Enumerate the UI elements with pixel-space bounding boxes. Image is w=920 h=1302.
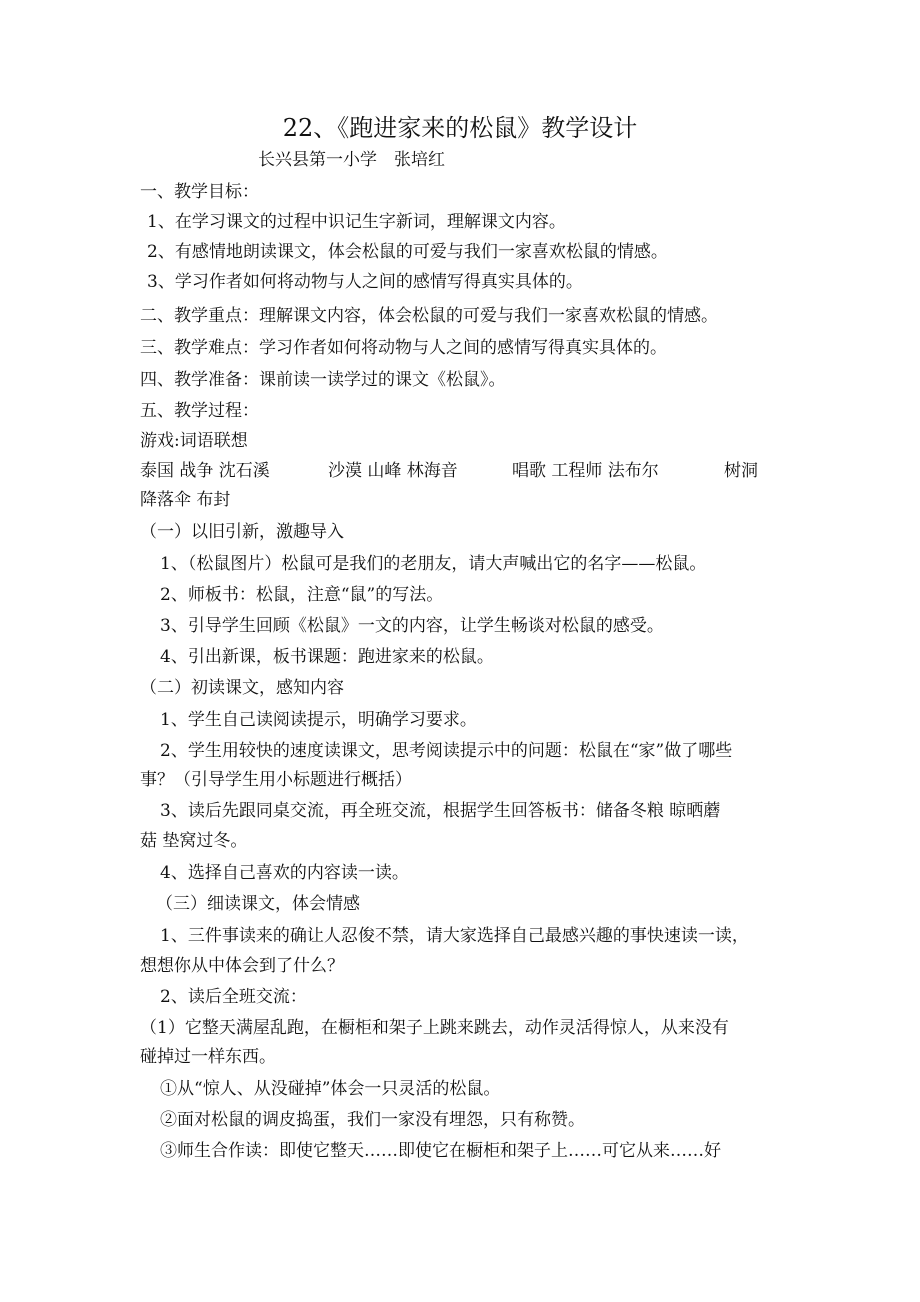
goal-item-2: 2、有感情地朗读课文，体会松鼠的可爱与我们一家喜欢松鼠的情感。: [147, 242, 668, 262]
part-1-heading: （一）以旧引新，激趣导入: [140, 522, 344, 542]
part-3-point-3: ③师生合作读：即使它整天……即使它在橱柜和架子上……可它从来……好: [160, 1141, 721, 1161]
goal-item-1: 1、在学习课文的过程中识记生字新词，理解课文内容。: [147, 212, 566, 232]
part-1-item-3: 3、引导学生回顾《松鼠》一文的内容，让学生畅谈对松鼠的感受。: [160, 616, 664, 636]
game-heading: 游戏:词语联想: [140, 431, 248, 451]
game-word-group: 唱歌 工程师 法布尔: [512, 461, 659, 481]
part-3-sub-1: （1）它整天满屋乱跑，在橱柜和架子上跳来跳去，动作灵活得惊人，从来没有: [140, 1018, 729, 1038]
part-1-item-2: 2、师板书：松鼠，注意“鼠”的写法。: [160, 585, 444, 605]
key-point: 二、教学重点：理解课文内容，体会松鼠的可爱与我们一家喜欢松鼠的情感。: [140, 306, 718, 326]
part-2-item-2-cont: 事？（引导学生用小标题进行概括）: [140, 770, 412, 790]
document-title: 22、《跑进家来的松鼠》教学设计: [282, 114, 638, 142]
part-3-item-1: 1、三件事读来的确让人忍俊不禁，请大家选择自己最感兴趣的事快速读一读，: [160, 926, 749, 946]
process-heading: 五、教学过程：: [140, 401, 259, 421]
part-2-heading: （二）初读课文，感知内容: [140, 678, 344, 698]
part-3-point-1: ①从“惊人、从没碰掉”体会一只灵活的松鼠。: [160, 1079, 501, 1099]
part-3-heading: （三）细读课文，体会情感: [156, 894, 360, 914]
part-3-item-2: 2、读后全班交流：: [160, 987, 307, 1007]
game-word-group: 沙漠 山峰 林海音: [328, 461, 458, 481]
goals-heading: 一、教学目标：: [140, 182, 259, 202]
author-line: 长兴县第一小学 张培红: [258, 150, 445, 170]
part-1-item-1: 1、（松鼠图片）松鼠可是我们的老朋友，请大声喊出它的名字——松鼠。: [160, 554, 707, 574]
difficulty: 三、教学难点：学习作者如何将动物与人之间的感情写得真实具体的。: [140, 338, 667, 358]
goal-item-3: 3、学习作者如何将动物与人之间的感情写得真实具体的。: [147, 272, 583, 292]
part-2-item-4: 4、选择自己喜欢的内容读一读。: [160, 863, 409, 883]
preparation: 四、教学准备：课前读一读学过的课文《松鼠》。: [140, 370, 506, 390]
part-3-sub-1-cont: 碰掉过一样东西。: [140, 1047, 276, 1067]
part-3-item-1-cont: 想想你从中体会到了什么？: [140, 956, 344, 976]
game-word-group: 泰国 战争 沈石溪: [140, 461, 270, 481]
part-2-item-2: 2、学生用较快的速度读课文，思考阅读提示中的问题：松鼠在“家”做了哪些: [160, 741, 733, 761]
part-3-point-2: ②面对松鼠的调皮捣蛋，我们一家没有埋怨，只有称赞。: [160, 1110, 585, 1130]
part-2-item-3: 3、读后先跟同桌交流，再全班交流，根据学生回答板书：储备冬粮 晾晒蘑: [160, 801, 721, 821]
part-2-item-3-cont: 菇 垫窝过冬。: [140, 831, 248, 851]
game-word-group: 树洞: [724, 461, 758, 481]
game-word-group: 降落伞 布封: [140, 490, 231, 510]
game-word-row: [140, 459, 800, 483]
part-1-item-4: 4、引出新课，板书课题：跑进家来的松鼠。: [160, 647, 494, 667]
part-2-item-1: 1、学生自己读阅读提示，明确学习要求。: [160, 710, 477, 730]
